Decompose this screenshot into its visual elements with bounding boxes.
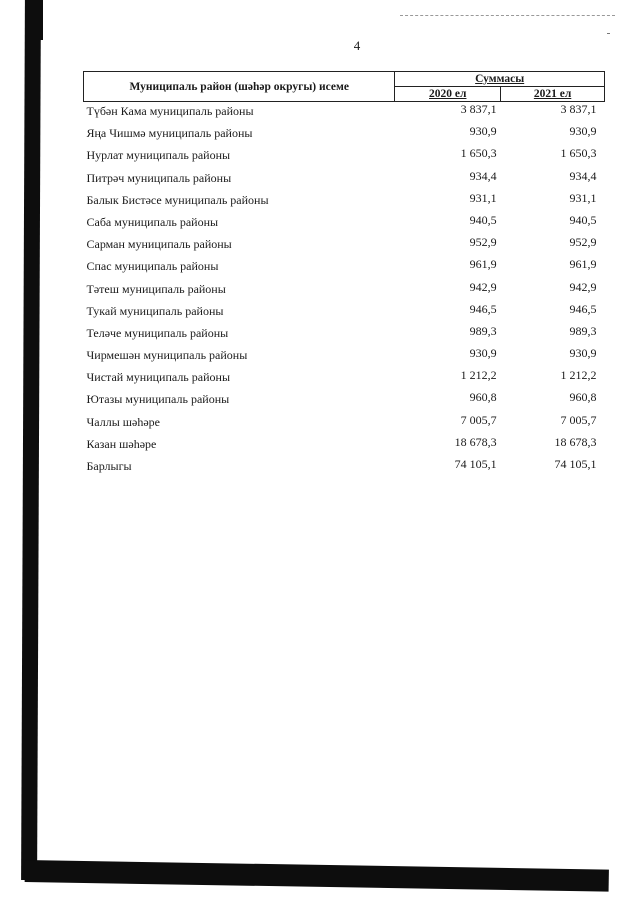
amount-2020-cell: 7 005,7 — [460, 412, 497, 427]
scan-noise-top — [400, 15, 615, 17]
amount-2021-cell: 930,9 — [569, 346, 597, 361]
district-name-cell: Тәтеш муниципаль районы — [86, 281, 226, 296]
district-name-cell: Сарман муниципаль районы — [86, 237, 232, 252]
district-name-cell: Питрәч муниципаль районы — [86, 170, 232, 185]
amount-2021-cell: 1 212,2 — [560, 368, 597, 383]
amount-2021-cell: 74 105,1 — [554, 457, 597, 471]
table-row — [84, 368, 605, 390]
table-row — [84, 257, 605, 279]
table-row — [84, 169, 605, 191]
amount-2020-cell: 960,8 — [469, 390, 497, 405]
amount-2021-cell: 7 005,7 — [560, 412, 597, 427]
amount-2021-cell: 18 678,3 — [554, 434, 597, 449]
scan-border-left-top — [29, 0, 43, 40]
table-row — [84, 302, 605, 324]
table-row — [84, 346, 605, 368]
amount-2020-cell: 942,9 — [469, 279, 497, 294]
amount-2020-cell: 3 837,1 — [460, 102, 497, 116]
district-name-cell: Барлыгы — [86, 459, 132, 473]
amount-2021-cell: 946,5 — [569, 301, 597, 316]
table-row — [84, 435, 605, 457]
district-name-cell: Саба муниципаль районы — [86, 214, 219, 229]
table-row — [84, 124, 605, 146]
amount-2021-cell: 989,3 — [569, 323, 597, 338]
page-number: 4 — [353, 38, 361, 53]
district-name-cell: Ютазы муниципаль районы — [86, 392, 230, 407]
amount-2021-cell: 942,9 — [569, 279, 597, 294]
district-name-cell: Тукай муниципаль районы — [86, 303, 224, 318]
amount-2020-cell: 961,9 — [469, 257, 497, 272]
amount-2021-cell: 961,9 — [569, 257, 597, 272]
table-row — [84, 213, 605, 235]
table-row — [84, 146, 605, 168]
table-row — [84, 413, 605, 435]
amount-2021-cell: 931,1 — [569, 190, 597, 205]
amount-2020-cell: 930,9 — [469, 346, 497, 361]
table-row — [84, 324, 605, 346]
district-name-cell: Яңа Чишмә муниципаль районы — [86, 126, 253, 141]
amount-2020-cell: 946,5 — [469, 301, 497, 316]
district-name-cell: Чаллы шәһәре — [86, 414, 160, 429]
header-amount-group: Суммасы — [395, 72, 605, 87]
amount-2020-cell: 74 105,1 — [454, 457, 497, 471]
amount-2021-cell: 1 650,3 — [560, 146, 597, 161]
table-row — [84, 235, 605, 257]
amount-2021-cell: 960,8 — [569, 390, 597, 405]
table-row — [84, 280, 605, 302]
district-name-cell: Балык Бистәсе муниципаль районы — [86, 192, 269, 207]
table-row — [84, 390, 605, 412]
table-row — [84, 191, 605, 213]
district-name-cell: Түбән Кама муниципаль районы — [86, 104, 254, 118]
amount-2020-cell: 989,3 — [469, 323, 497, 338]
budget-table — [83, 71, 605, 479]
district-name-cell: Казан шәһәре — [86, 436, 157, 451]
header-year-2020: 2020 ел — [395, 87, 501, 102]
district-name-cell: Чирмешән муниципаль районы — [86, 348, 248, 363]
amount-2021-cell: 930,9 — [569, 124, 597, 139]
amount-2021-cell: 952,9 — [569, 235, 597, 250]
amount-2020-cell: 1 650,3 — [460, 146, 497, 161]
amount-2021-cell: 3 837,1 — [560, 102, 597, 116]
district-name-cell: Теләче муниципаль районы — [86, 325, 229, 340]
scan-noise-dot — [607, 33, 610, 34]
scan-border-left — [21, 0, 41, 880]
amount-2020-cell: 1 212,2 — [460, 368, 497, 383]
district-name-cell: Спас муниципаль районы — [86, 259, 219, 274]
amount-2020-cell: 952,9 — [469, 235, 497, 250]
amount-2020-cell: 931,1 — [469, 190, 497, 205]
amount-2020-cell: 18 678,3 — [454, 434, 497, 449]
header-year-2021: 2021 ел — [501, 87, 605, 102]
district-name-cell: Нурлат муниципаль районы — [86, 148, 231, 163]
district-name-cell: Чистай муниципаль районы — [86, 370, 231, 385]
amount-2021-cell: 940,5 — [569, 212, 597, 227]
amount-2020-cell: 940,5 — [469, 212, 497, 227]
table-row — [84, 457, 605, 479]
amount-2020-cell: 934,4 — [469, 168, 497, 183]
table-row — [84, 102, 605, 125]
header-district-name: Муниципаль район (шәһәр округы) исеме — [84, 72, 395, 102]
scan-border-bottom — [25, 860, 609, 892]
amount-2020-cell: 930,9 — [469, 124, 497, 139]
amount-2021-cell: 934,4 — [569, 168, 597, 183]
